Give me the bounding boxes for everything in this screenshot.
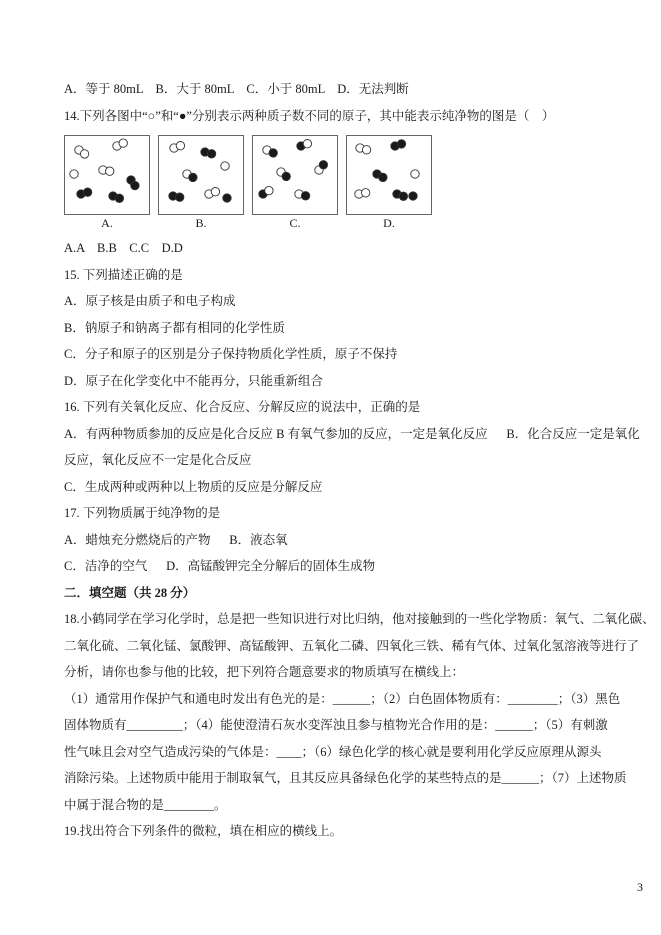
q14-diagram-d	[346, 135, 432, 231]
q15-option-d: D．原子在化学变化中不能再分，只能重新组合	[64, 373, 324, 388]
q17-options-cd: C．洁净的空气 D．高锰酸钾完全分解后的固体生成物	[64, 559, 376, 573]
black-atom	[176, 193, 184, 201]
q18-line-2: 二氧化硫、二氧化锰、氯酸钾、高锰酸钾、五氧化二磷、四氧化三铁、稀有气体、过氧化氢溶液等进行了	[64, 638, 640, 653]
diagram-label: A.	[101, 216, 113, 230]
q17-options-ab: A．蜡烛充分燃烧后的产物 B．液态氧	[64, 532, 288, 547]
black-atom	[399, 192, 407, 200]
white-atom	[221, 162, 229, 170]
molecule-diagram	[158, 135, 244, 215]
white-atom	[80, 150, 88, 158]
white-atom	[119, 139, 127, 147]
diagram-label: B.	[195, 216, 207, 230]
black-atom	[379, 173, 387, 181]
black-atom	[269, 149, 277, 157]
q18-line-1: 18.小鹤同学在学习化学时，总是把一些知识进行对比归纳，他对接触到的一些化学物质：氧气、二氧化碳、	[64, 612, 655, 626]
diagram-label: C.	[289, 216, 301, 230]
white-atom	[176, 142, 184, 150]
black-atom	[319, 161, 327, 169]
black-atom	[131, 181, 139, 189]
q18-line-6: 性气味且会对空气造成污染的气体是：____；（6）绿色化学的核心就是要利用化学反应原理从源头	[64, 744, 602, 759]
black-atom	[282, 172, 290, 180]
black-atom	[207, 150, 215, 158]
white-atom	[106, 167, 114, 175]
q18-line-4: （1）通常用作保护气和通电时发出有色光的是：______；（2）白色固体物质有：________；（3）黑色	[64, 691, 621, 706]
black-atom	[83, 188, 91, 196]
q15-option-b: B．钠原子和钠离子都有相同的化学性质	[64, 320, 285, 335]
q19-stem: 19.找出符合下列条件的微粒，填在相应的横线上。	[64, 824, 343, 838]
q14-diagram-a	[64, 135, 150, 231]
black-atom	[115, 194, 123, 202]
q14-diagram-b	[158, 135, 244, 231]
white-atom	[362, 146, 370, 154]
q18-line-7: 消除污染。上述物质中能用于制取氧气，且其反应具备绿色化学的某些特点的是______；（7）上述物质	[64, 771, 627, 785]
page-number: 3	[637, 880, 643, 894]
q15-option-c: C．分子和原子的区别是分子保持物质化学性质，原子不保持	[64, 347, 398, 361]
page-content	[64, 76, 655, 845]
q16-option-c: C．生成两种或两种以上物质的反应是分解反应	[64, 479, 323, 494]
white-atom	[362, 189, 370, 197]
white-atom	[70, 170, 78, 178]
q14-diagram-c	[252, 135, 338, 231]
white-atom	[411, 170, 419, 178]
black-atom	[223, 194, 231, 202]
black-atom	[397, 140, 405, 148]
white-atom	[265, 186, 273, 194]
q14-diagram-row	[64, 135, 604, 231]
q15-stem: 15. 下列描述正确的是	[64, 267, 183, 282]
black-atom	[189, 173, 197, 181]
section-2-heading: 二．填空题（共 28 分）	[64, 585, 196, 600]
black-atom	[409, 192, 417, 200]
q13-options-line: A．等于 80mL B．大于 80mL C．小于 80mL D．无法判断	[64, 82, 409, 96]
q15-option-a: A．原子核是由质子和电子构成	[64, 294, 236, 308]
molecule-diagram	[346, 135, 432, 215]
q16-options-line1: A．有两种物质参加的反应是化合反应 B 有氧气参加的反应，一定是氧化反应 B．化合反应一定是氧化	[64, 426, 640, 441]
molecule-diagram	[64, 135, 150, 215]
black-atom	[301, 192, 309, 200]
q14-answer-line: A.A B.B C.C D.D	[64, 241, 183, 255]
molecule-diagram	[252, 135, 338, 215]
q18-line-8: 中属于混合物的是________。	[64, 797, 227, 812]
white-atom	[303, 140, 311, 148]
q14-stem: 14.下列各图中“○”和“●”分别表示两种质子数不同的原子，其中能表示纯净物的图是（ ）	[64, 108, 555, 123]
q16-stem: 16. 下列有关氧化反应、化合反应、分解反应的说法中，正确的是	[64, 400, 421, 414]
q18-line-3: 分析，请你也参与他的比较，把下列符合题意要求的物质填写在横线上：	[64, 665, 465, 679]
q16-options-line2: 反应，氧化反应不一定是化合反应	[64, 453, 252, 467]
white-atom	[211, 188, 219, 196]
q17-stem: 17. 下列物质属于纯净物的是	[64, 506, 221, 520]
q18-line-5: 固体物质有_________；（4）能使澄清石灰水变浑浊且参与植物光合作用的是：______；（5）有刺激	[64, 718, 608, 732]
diagram-label: D.	[383, 216, 395, 230]
